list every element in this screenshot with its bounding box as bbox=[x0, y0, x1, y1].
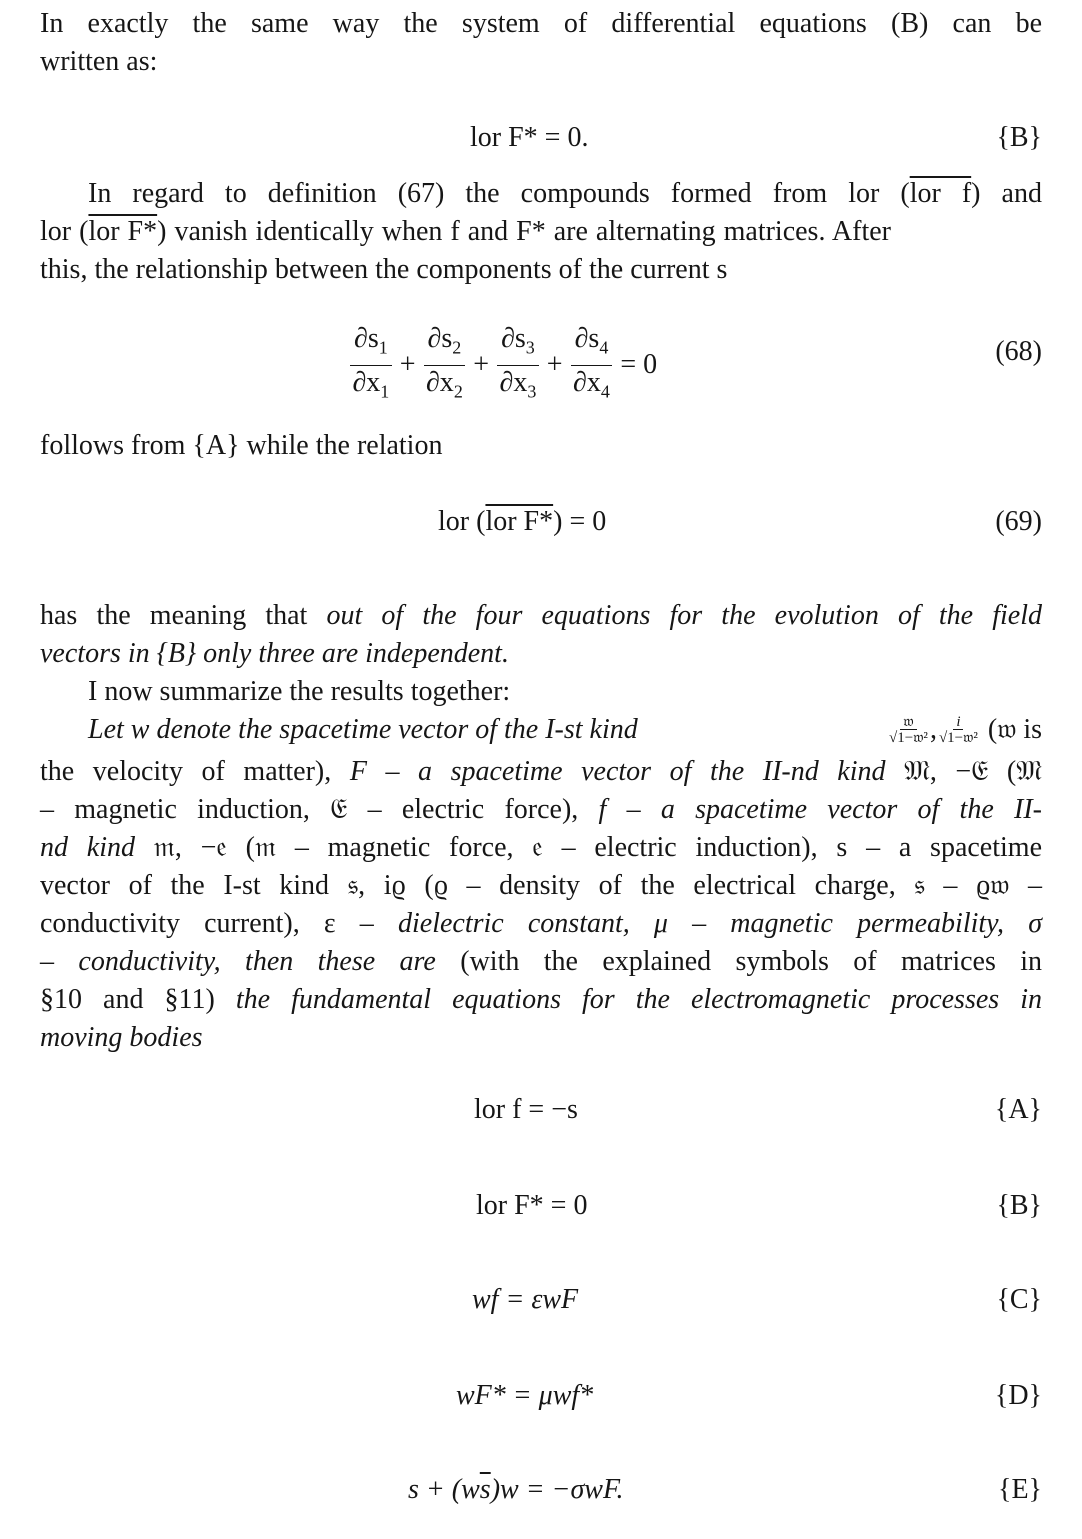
fraction-term-1: $\frac{\partial s_1}{\partial x_1}$ bbox=[350, 322, 392, 408]
paragraph-5-line-8 bbox=[40, 982, 1042, 1018]
overline-lor-F-star: lor F* bbox=[485, 506, 554, 537]
fraction-w-over-sqrt: $\frac{\text{𝔴}}{\text{√1−𝔴²}}$ bbox=[889, 713, 928, 746]
paragraph-1-line-2: written as: bbox=[40, 46, 158, 77]
text-italic: the fundamental equations for the electromagnetic processes in bbox=[235, 984, 1042, 1015]
plus-sign: + bbox=[473, 349, 490, 381]
equation-b-display: lor F* = 0. bbox=[470, 122, 589, 153]
equation-tag-68: (68) bbox=[995, 336, 1042, 367]
paragraph-5-line-3 bbox=[40, 792, 1042, 828]
paragraph-5-line-5: vector of the I-st kind 𝔰, iϱ (ϱ – density of the electrical charge, 𝔰 – ϱ𝔴 – bbox=[40, 870, 1042, 901]
equation-a: lor f = −s bbox=[474, 1094, 578, 1125]
equation-68 bbox=[348, 322, 657, 408]
equation-d: wF* = μwf* bbox=[456, 1380, 594, 1411]
equation-69 bbox=[438, 502, 606, 542]
paragraph-5-line-2 bbox=[40, 754, 1042, 790]
paragraph-5-line-1: Let w denote the spacetime vector of the I-st kind $\frac{\text{𝔴}}{\text{√1−𝔴²}}$ , $\frac{i}{\text{√1−𝔴²}}$ (𝔴 is bbox=[88, 712, 1042, 748]
equation-tag-d: {D} bbox=[994, 1380, 1042, 1411]
fraction-term-3: $\frac{\partial s_3}{\partial x_3}$ bbox=[497, 322, 539, 408]
overline-s: $\overline{s}$ bbox=[479, 1474, 491, 1505]
text-plain: conductivity current), ε – bbox=[40, 908, 398, 939]
text-italic: – conductivity, then these are bbox=[40, 946, 436, 977]
text-italic: dielectric constant, μ – magnetic permeability, σ bbox=[397, 908, 1043, 939]
fraction-term-4: $\frac{\partial s_4}{\partial x_4}$ bbox=[571, 322, 613, 408]
paragraph-2-line-1 bbox=[88, 176, 1042, 212]
paragraph-2-line-3: this, the relationship between the components of the current s bbox=[40, 254, 728, 285]
paragraph-2-text: In regard to definition (67) the compounds formed from lor ( bbox=[88, 178, 910, 209]
equation-e bbox=[408, 1470, 623, 1510]
fraction-i-over-sqrt: $\frac{i}{\text{√1−𝔴²}}$ bbox=[938, 713, 978, 746]
text-plain: §10 and §11) bbox=[40, 984, 236, 1015]
equation-e-end: )w = −σwF. bbox=[490, 1474, 624, 1505]
plus-sign: + bbox=[399, 349, 416, 381]
equation-tag-b: {B} bbox=[996, 1190, 1042, 1221]
equation-e-start: s + (w bbox=[408, 1474, 480, 1505]
paragraph-3-line-1: follows from {A} while the relation bbox=[40, 430, 443, 461]
text-lor: lor ( bbox=[438, 506, 486, 537]
equation-tag-b: {B} bbox=[996, 122, 1042, 153]
equation-69-rhs: ) = 0 bbox=[553, 506, 607, 537]
paragraph-2-line-2-end: ) vanish identically when f and F* are alternating matrices. After bbox=[157, 216, 891, 247]
overline-lor-F-star: lor F* bbox=[88, 216, 158, 247]
equation-c: wf = εwF bbox=[472, 1284, 579, 1315]
text-plain: has the meaning that bbox=[40, 600, 327, 631]
paragraph-4-line-2: vectors in {B} only three are independent. bbox=[40, 638, 509, 669]
text-italic: Let w denote the spacetime vector of the I-st kind bbox=[88, 714, 638, 745]
fraction-term-2: $\frac{\partial s_2}{\partial x_2}$ bbox=[424, 322, 466, 408]
paragraph-4-line-3: I now summarize the results together: bbox=[88, 676, 511, 707]
equation-b: lor F* = 0 bbox=[476, 1190, 588, 1221]
text-plain: 𝔪, −𝔢 (𝔪 – magnetic force, 𝔢 – electric induction), s – a spacetime bbox=[153, 832, 1042, 863]
paragraph-5-line-6 bbox=[40, 906, 1042, 942]
equation-tag-69: (69) bbox=[995, 506, 1042, 537]
equation-68-rhs: = 0 bbox=[620, 349, 658, 381]
equation-tag-e: {E} bbox=[998, 1474, 1042, 1505]
text-italic: nd kind bbox=[40, 832, 135, 863]
text-plain: (with the explained symbols of matrices in bbox=[460, 946, 1043, 977]
paragraph-2-text-end: ) and bbox=[971, 178, 1042, 209]
paragraph-5-line-9: moving bodies bbox=[40, 1022, 203, 1053]
text-lor: lor ( bbox=[40, 216, 89, 247]
plus-sign: + bbox=[546, 349, 563, 381]
equation-tag-a: {A} bbox=[994, 1094, 1042, 1125]
paragraph-5-line-7 bbox=[40, 944, 1042, 980]
text-plain: 𝔐, −𝔈 (𝔐 bbox=[904, 756, 1042, 787]
text-plain: (𝔴 is bbox=[987, 714, 1042, 745]
paragraph-2-line-2 bbox=[40, 214, 1042, 250]
text-plain: the velocity of matter), bbox=[40, 756, 350, 787]
equation-tag-c: {C} bbox=[996, 1284, 1042, 1315]
text-italic: F – a spacetime vector of the II-nd kind bbox=[349, 756, 886, 787]
text-plain: – magnetic induction, 𝔈 – electric force), bbox=[40, 794, 599, 825]
paragraph-5-line-4 bbox=[40, 830, 1042, 866]
overline-lor-f: lor f bbox=[909, 178, 972, 209]
paragraph-1-line-1: In exactly the same way the system of differential equations (B) can be bbox=[40, 8, 1042, 39]
paragraph-4-line-1 bbox=[40, 598, 1042, 634]
text-italic: f – a spacetime vector of the II- bbox=[598, 794, 1042, 825]
text-italic: out of the four equations for the evolution of the field bbox=[326, 600, 1042, 631]
